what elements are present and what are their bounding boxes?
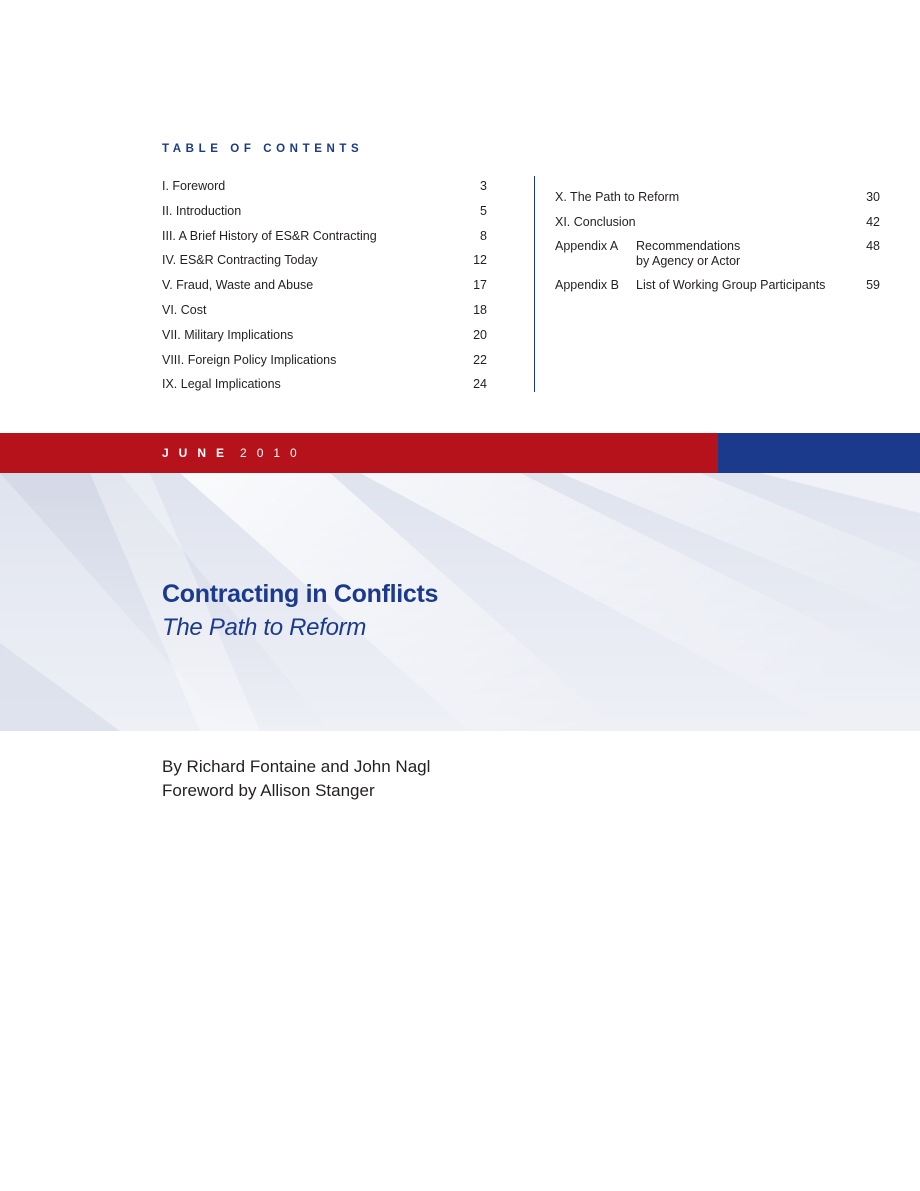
toc-entry-page: 8 <box>480 228 487 243</box>
toc-entry-label: VII. Military Implications <box>162 327 294 342</box>
toc-entry-page: 59 <box>866 277 880 292</box>
toc-entry-page: 18 <box>473 302 487 317</box>
toc-entry-page: 48 <box>866 238 880 253</box>
toc-entry-label: IX. Legal Implications <box>162 377 281 392</box>
toc-entry[interactable] <box>162 178 487 203</box>
toc-right-column <box>555 189 880 293</box>
appendix-title-line1: Recommendations <box>636 238 741 253</box>
toc-entry[interactable] <box>555 214 880 239</box>
toc-entry[interactable] <box>162 277 487 302</box>
appendix-title-line2: by Agency or Actor <box>636 253 741 268</box>
toc-entry-page: 42 <box>866 214 880 229</box>
toc-entry-label: X. The Path to Reform <box>555 190 680 204</box>
cover-hero-image <box>0 473 920 731</box>
toc-entry[interactable] <box>162 252 487 277</box>
toc-entry-page: 12 <box>473 253 487 268</box>
toc-entry-page: 5 <box>480 203 487 218</box>
toc-entry[interactable] <box>555 189 880 214</box>
publication-date <box>162 446 307 460</box>
toc-entry[interactable] <box>162 228 487 253</box>
credits <box>162 755 430 803</box>
authors-line: By Richard Fontaine and John Nagl <box>162 757 431 776</box>
toc-entry[interactable] <box>162 302 487 327</box>
toc-entry-page: 22 <box>473 352 487 367</box>
date-month: JUNE <box>162 446 235 460</box>
toc-appendix-entry[interactable] <box>555 278 880 293</box>
toc-entry-label: I. Foreword <box>162 179 226 193</box>
toc-entry-label: IV. ES&R Contracting Today <box>162 253 318 268</box>
toc-entry-page: 3 <box>480 179 487 193</box>
toc-column-divider <box>534 176 535 392</box>
toc-entry[interactable] <box>162 327 487 352</box>
toc-entry-page: 24 <box>473 377 487 392</box>
appendix-label: Appendix A <box>555 238 619 253</box>
toc-entry-page: 17 <box>473 278 487 293</box>
date-band-blue <box>718 433 920 473</box>
toc-entry-label: XI. Conclusion <box>555 214 636 229</box>
foreword-line: Foreword by Allison Stanger <box>162 781 375 800</box>
toc-heading: TABLE OF CONTENTS <box>162 143 364 155</box>
toc-entry-label: VI. Cost <box>162 302 207 317</box>
appendix-title: List of Working Group Participants <box>636 277 826 292</box>
toc-entry-label: III. A Brief History of ES&R Contracting <box>162 228 377 243</box>
toc-entry[interactable] <box>162 203 487 228</box>
report-title: Contracting in Conflicts <box>162 580 439 608</box>
toc-appendix-entry[interactable] <box>555 239 880 278</box>
hero-light-streaks <box>0 473 920 731</box>
toc-left-column <box>162 178 487 401</box>
toc-entry-label: VIII. Foreign Policy Implications <box>162 352 337 367</box>
toc-entry-page: 30 <box>866 190 880 204</box>
appendix-title <box>636 239 840 278</box>
toc-entry-label: II. Introduction <box>162 203 242 218</box>
date-year: 2010 <box>240 446 307 460</box>
report-subtitle: The Path to Reform <box>162 614 367 641</box>
appendix-label: Appendix B <box>555 277 619 292</box>
toc-entry[interactable] <box>162 352 487 377</box>
toc-entry-page: 20 <box>473 327 487 342</box>
toc-entry-label: V. Fraud, Waste and Abuse <box>162 278 314 293</box>
date-band-red <box>0 433 718 473</box>
toc-entry[interactable] <box>162 376 487 401</box>
